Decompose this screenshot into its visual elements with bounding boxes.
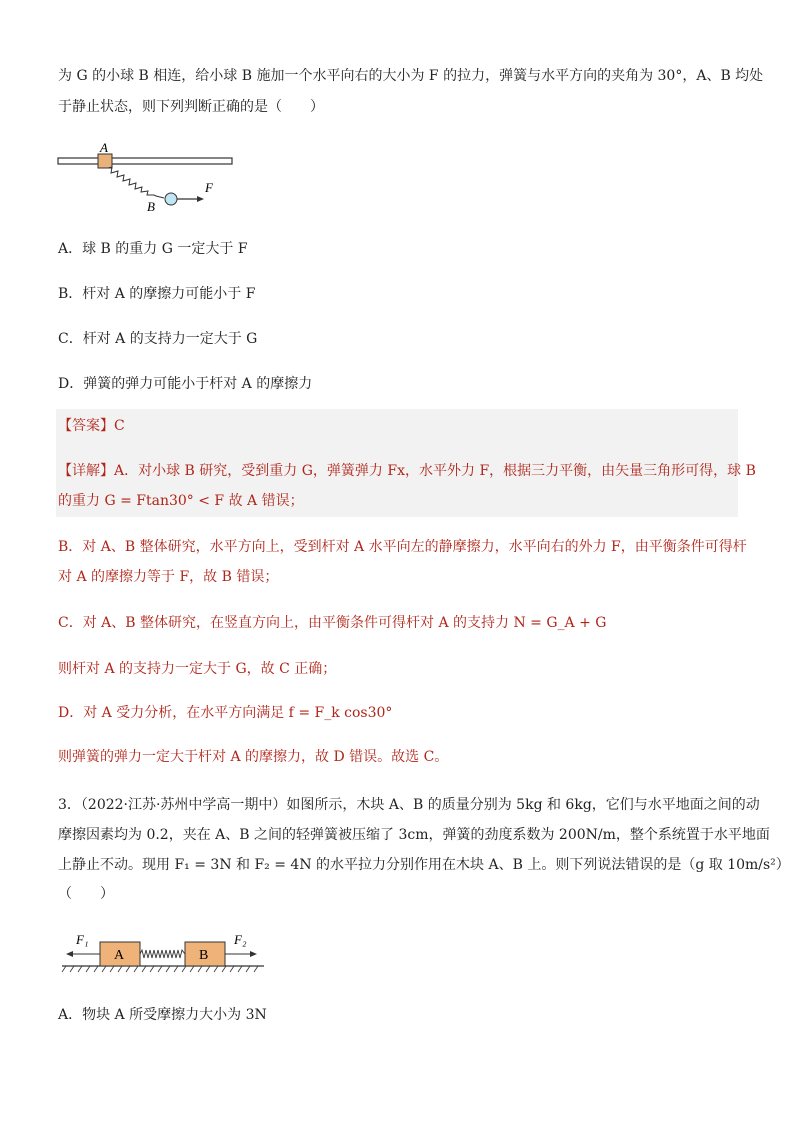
q2-option-c: C．杆对 A 的支持力一定大于 G	[58, 331, 258, 347]
q3-stem-line1: 3．（2022·江苏·苏州中学高一期中）如图所示，木块 A、B 的质量分别为 5kg 和 6kg，它们与水平地面之间的动	[58, 797, 760, 813]
label-b: B	[147, 199, 155, 214]
rod	[58, 158, 232, 164]
q3-stem-line3: 上静止不动。现用 F₁ = 3N 和 F₂ = 4N 的水平拉力分别作用在木块 A、B 上。则下列说法错误的是（g 取 10m/s²）	[58, 857, 790, 873]
q3-figure	[58, 928, 268, 976]
answer-label: 【答案】C	[58, 418, 125, 434]
q3-stem-line2: 摩擦因素均为 0.2，夹在 A、B 之间的轻弹簧被压缩了 3cm，弹簧的劲度系数为 200N/m，整个系统置于水平地面	[58, 827, 770, 843]
q2-stem-line2: 于静止状态，则下列判断正确的是（ ）	[58, 99, 324, 115]
spring	[108, 167, 164, 198]
detail-line-1: 【详解】A．对小球 B 研究，受到重力 G，弹簧弹力 Fx，水平外力 F，根据三力平衡，由矢量三角形可得，球 B	[58, 463, 756, 479]
detail-line-8: 则弹簧的弹力一定大于杆对 A 的摩擦力，故 D 错误。故选 C。	[58, 749, 449, 765]
block-b-label: B	[199, 948, 209, 963]
detail-line-3: B．对 A、B 整体研究，水平方向上，受到杆对 A 水平向左的静摩擦力，水平向右的外力 F，由平衡条件可得杆	[58, 539, 747, 555]
q2-option-b: B．杆对 A 的摩擦力可能小于 F	[58, 286, 256, 302]
label-f2: F₂	[234, 932, 247, 947]
detail-line-5: C．对 A、B 整体研究，在竖直方向上，由平衡条件可得杆对 A 的支持力 N = G_A + G	[58, 615, 607, 631]
q2-figure	[56, 140, 236, 215]
q2-option-a: A．球 B 的重力 G 一定大于 F	[58, 241, 248, 257]
ball-b	[165, 193, 177, 205]
q3-stem-line4: （ ）	[58, 886, 114, 902]
label-f1: F₁	[76, 932, 89, 947]
block-a-label: A	[114, 948, 125, 963]
label-a: A	[100, 140, 108, 155]
detail-line-4: 对 A 的摩擦力等于 F，故 B 错误；	[58, 569, 279, 585]
q3-option-a: A．物块 A 所受摩擦力大小为 3N	[58, 1007, 267, 1023]
spring-ab	[140, 950, 185, 958]
q2-option-d: D．弹簧的弹力可能小于杆对 A 的摩擦力	[58, 376, 313, 392]
slider-a	[98, 154, 112, 168]
label-f: F	[205, 180, 213, 195]
q2-stem-line1: 为 G 的小球 B 相连，给小球 B 施加一个水平向右的大小为 F 的拉力，弹簧与水平方向的夹角为 30°，A、B 均处	[58, 68, 764, 84]
detail-line-7: D．对 A 受力分析，在水平方向满足 f = F_k cos30°	[58, 705, 393, 721]
detail-line-6: 则杆对 A 的支持力一定大于 G，故 C 正确；	[58, 661, 337, 677]
detail-line-2: 的重力 G = Ftan30° < F 故 A 错误；	[58, 493, 304, 509]
